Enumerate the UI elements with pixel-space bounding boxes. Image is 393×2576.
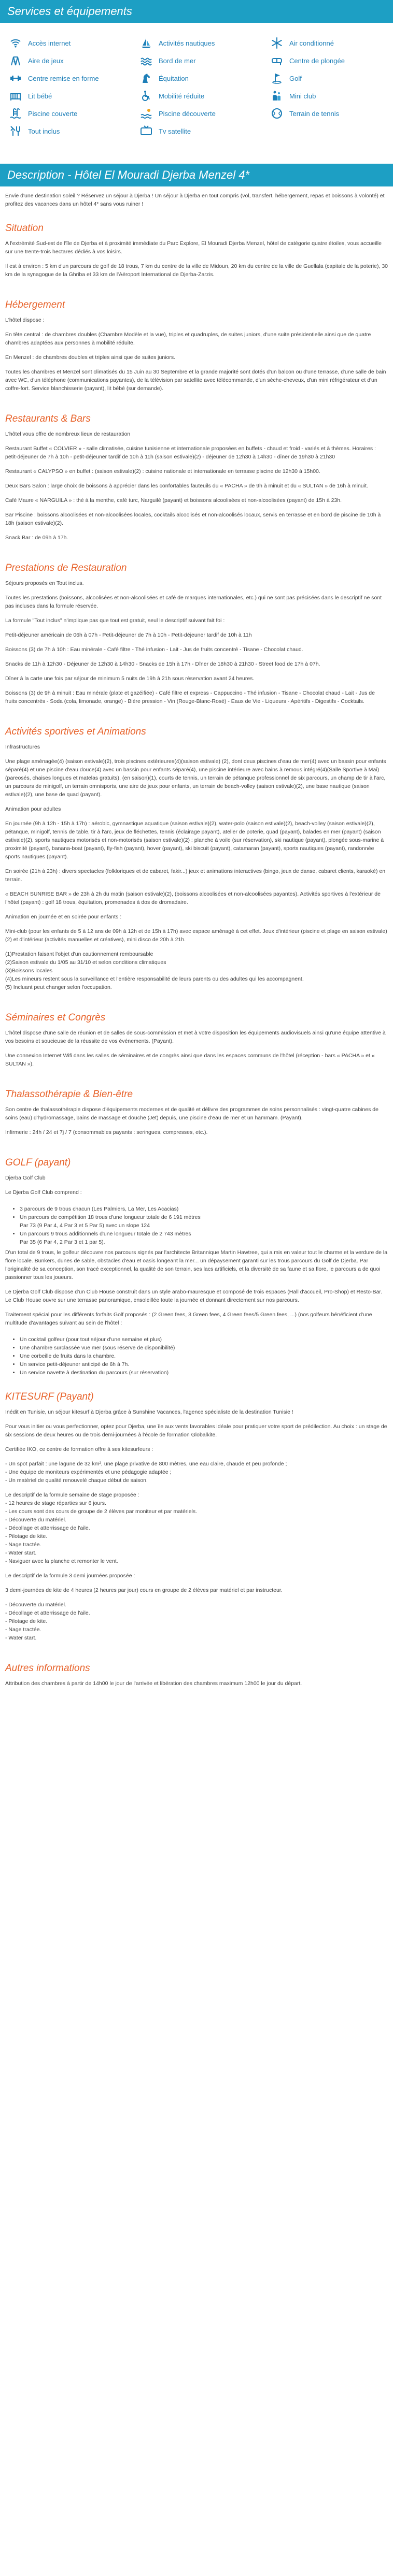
spacer bbox=[5, 1304, 388, 1311]
paragraph: En tête central : de chambres doubles (Chambre Modèle et la vue), triples et quadruples, de suites juniors, d'une suite présidentielle ainsi que de quatre chambres adaptées aux personnes à mobilité réduite. bbox=[5, 332, 371, 346]
paragraph: Infirmerie : 24h / 24 et 7j / 7 (consommables payants : seringues, compresses, etc.). bbox=[5, 1129, 208, 1135]
paragraph: Deux Bars Salon : large choix de boissons à apprécier dans les confortables fauteuils du « PACHA » de 9h à minuit et du « SULTAN » de 16h à minuit. bbox=[5, 483, 368, 489]
amenity-item bbox=[0, 69, 131, 87]
paragraph: Il est à environ : 5 km d'un parcours de golf de 18 trous, 7 km du centre de la ville de Midoun, 20 km du centre de la ville de Guellala (capitale de la poterie), 30 km de la synagogue de la Ghriba et 33 km de l'Aéroport International de Djerba-Zarzis. bbox=[5, 263, 388, 278]
spacer bbox=[5, 490, 388, 496]
amenity-label: Bord de mer bbox=[159, 56, 196, 65]
paragraph: Djerba Golf Club bbox=[5, 1175, 46, 1181]
paragraph: En journée (9h à 12h - 15h à 17h) : aérobic, gymnastique aquatique (saison estivale)(2), water-polo (saison estivale)(2), beach-volley (saison estivale)(2), pétanque, minigolf, tennis de table, tir à l'arc, jeux de fléchettes, tennis (éclairage payant), atelier de poterie, quad (payant), balades en mer (payant) (saison estivale)(2), sports nautiques motorisés et non-motorisés (saison estivale)(2) : planche à voile (sur réservation), ski nautique (payant), plongée sous-marine à proximité (payant), banana-boat (payant), fly-fish (payant), hover (payant), ski biscuit (payant), catamaran (payant), sports nautiques (payant), randonnée sports nautiques (payant). bbox=[5, 821, 384, 860]
spacer bbox=[5, 921, 388, 927]
paragraph: Snacks de 11h à 12h30 - Déjeuner de 12h30 à 14h30 - Snacks de 15h à 17h - Dîner de 18h30 à 21h30 - Street food de 17h à 07h. bbox=[5, 661, 320, 667]
paragraph: Son centre de thalassothérapie dispose d'équipements modernes et de qualité et délivre des programmes de soins personnalisés : vingt-quatre cabines de soins (eau) d'hydromassage, bains de massage et douche (Jet) depuis, une piscine d'eau de mer et un hammam. (Payant). bbox=[5, 1106, 378, 1121]
spacer bbox=[5, 1454, 388, 1460]
section-title: Autres informations bbox=[5, 1663, 90, 1674]
golf-icon bbox=[271, 72, 283, 84]
spacer bbox=[5, 461, 388, 467]
section-title: Séminaires et Congrès bbox=[5, 1012, 106, 1023]
paragraph: En soirée (21h à 23h) : divers spectacles (folkloriques et de cabaret, fakir...) jeux et animations interactives (bingo, jeux de danse, cabaret clients, karaoké) en terrain. bbox=[5, 868, 386, 883]
spacer bbox=[5, 625, 388, 631]
wheelchair-icon bbox=[140, 90, 152, 102]
amenities-grid bbox=[0, 23, 393, 149]
amenity-label: Aire de jeux bbox=[28, 56, 64, 65]
paragraph: Toutes les chambres et Menzel sont climatisés du 15 Juin au 30 Septembre et la grande majorité sont dotés d'un balcon ou d'une terrasse, d'une salle de bain avec WC, d'un téléphone (communications payantes), de la télévision par satellite avec télécommande, d'un sèche-cheveux, d'un mini réfrigérateur et d'un coffre-fort. Service blanchisserie (payant), lit bébé (sur demande). bbox=[5, 369, 386, 392]
spacer bbox=[5, 683, 388, 689]
section-title: Thalassothérapie & Bien-être bbox=[5, 1089, 133, 1100]
section-title: Hébergement bbox=[5, 299, 65, 310]
amenity-label: Piscine couverte bbox=[28, 109, 78, 118]
paragraph: Snack Bar : de 09h à 17h. bbox=[5, 535, 68, 541]
description-body bbox=[0, 186, 393, 1704]
amenity-label: Piscine découverte bbox=[159, 109, 216, 118]
paragraph: Restaurant « CALYPSO » en buffet : (saison estivale)(2) : cuisine nationale et internationale en terrasse piscine de 12h30 à 15h00. bbox=[5, 468, 320, 474]
spacer bbox=[5, 799, 388, 805]
list-item: • 3 parcours de 9 trous chacun (Les Palmiers, La Mer, Les Acacias) bbox=[20, 1205, 388, 1213]
spacer bbox=[5, 324, 388, 330]
tennis-icon bbox=[271, 107, 283, 120]
amenity-item bbox=[261, 34, 393, 52]
spacer bbox=[5, 256, 388, 262]
amenity-label: Mini club bbox=[289, 92, 316, 100]
kids-icon bbox=[271, 90, 283, 102]
spacer bbox=[5, 1068, 388, 1074]
spacer bbox=[5, 1197, 388, 1203]
amenity-item bbox=[0, 52, 131, 69]
waves-icon bbox=[140, 54, 152, 67]
spacer bbox=[5, 1485, 388, 1491]
amenity-item bbox=[131, 105, 261, 122]
paragraph: L'hôtel vous offre de nombreux lieux de restauration bbox=[5, 431, 131, 437]
paragraph: Le Djerba Golf Club dispose d'un Club House construit dans un style arabo-mauresque et composé de trois espaces (Hall d'accueil, Pro-Shop) et Resto-Bar. Le Club House ouvre sur une terrasse panoramique, ensoleillée toute la journée et donnant directement sur nos parcours. bbox=[5, 1289, 383, 1303]
spacer bbox=[5, 279, 388, 285]
section-title: Situation bbox=[5, 223, 44, 234]
paragraph: Restaurant Buffet « COLVIER » - salle climatisée, cuisine tunisienne et internationale proposées en buffets - chaud et froid - variés et à thèmes. Horaires : petit-déjeuner de 7h à 10h - petit-déjeuner tardif de 10h à 11h (saison estivale)(2) - déjeuner de 12h30 à 14h30 - dîner de 19h30 à 21h30 bbox=[5, 445, 376, 460]
spacer bbox=[5, 991, 388, 998]
amenities-list bbox=[0, 34, 393, 140]
spacer bbox=[5, 1136, 388, 1143]
spacer bbox=[5, 1327, 388, 1333]
paragraph: (1)Prestation faisant l'objet d'un cautionnement remboursable (2)Saison estivale du 1/05 au 31/10 et selon conditions climatiques (3)Boissons locales (4)Les mineurs restent sous la surveillance et l'entière responsabilité de leurs parents ou des adultes qui les accompagnent. (5) Incluant peut changer selon l'occupation. bbox=[5, 951, 304, 990]
paragraph: D'un total de 9 trous, le golfeur découvre nos parcours signés par l'architecte Britannique Martin Hawtree, qui a mis en valeur tout le charme et la verdure de la flore locale. Bunkers, dunes de sable, obstacles d'eau et oasis longeant la mer... un dépaysement garanti sur les trous parcours du Golf de Djerba. Par l'originalité de sa conception, son tracé exceptionnel, la qualité de son terrain, ses lacs artificiels, et la diversité de sa faune et sa flore, le parcours a de quoi passionner tous les joueurs. bbox=[5, 1249, 388, 1280]
paragraph: Infrastructures bbox=[5, 744, 40, 750]
paragraph: Le Djerba Golf Club comprend : bbox=[5, 1189, 82, 1196]
paragraph: - Découverte du matériel. - Décollage et atterrissage de l'aile. - Pilotage de kite. - Nage tractée. - Water start. bbox=[5, 1602, 90, 1641]
amenity-label: Tout inclus bbox=[28, 127, 60, 135]
amenity-item bbox=[261, 87, 393, 105]
paragraph: Le descriptif de la formule semaine de stage proposée : - 12 heures de stage réparties sur 6 jours. - Les cours sont des cours de groupe de 2 élèves par moniteur et par matériels. - Découverte du matériel. - Décollage et atterrissage de l'aile. - Pilotage de kite. - Nage tractée. - Water start. - Naviguer avec la planche et remonter le vent. bbox=[5, 1492, 198, 1564]
amenity-label: Activités nautiques bbox=[159, 39, 215, 47]
amenity-item bbox=[261, 69, 393, 87]
wifi-icon bbox=[9, 37, 22, 49]
paragraph: Traitement spécial pour les différents forfaits Golf proposés : (2 Green fees, 3 Green fees, 4 Green fees/5 Green fees, ...) (nos golfeurs bénéficient d'une multitude d'avantages suivant au sein de l'hôtel : bbox=[5, 1312, 372, 1326]
paragraph: A l'extrémité Sud-est de l'île de Djerba et à proximité immédiate du Parc Explore, El Mouradi Djerba Menzel, hôtel de catégorie quatre étoiles, vous accueille sur une trente-trois hectares dédiés à vos loisirs. bbox=[5, 240, 382, 255]
paragraph: Toutes les prestations (boissons, alcoolisées et non-alcoolisées et café de marques internationales, etc.) qui ne sont pas précisées dans le descriptif ne sont pas incluses dans la formule réservée. bbox=[5, 595, 382, 609]
spacer bbox=[5, 527, 388, 534]
description-title: Description - Hôtel El Mouradi Djerba Menzel 4* bbox=[7, 168, 250, 181]
paragraph: Pour vous initier ou vous perfectionner, optez pour Djerba, une île aux vents favorables idéale pour pratiquer votre sport de prédilection. Au choix : un stage de six sessions de deux heures ou de trois demi-journées à l'école de formation Globalkite. bbox=[5, 1423, 387, 1438]
spacer bbox=[5, 476, 388, 482]
paragraph: « BEACH SUNRISE BAR » de 23h à 2h du matin (saison estivale)(2), (boissons alcoolisées et non-alcoolisées payantes). Activités sportives à l'extérieur de l'hôtel (payant) : golf 18 trous, équitation, promenades à dos de dromadaire. bbox=[5, 891, 381, 905]
spacer bbox=[5, 1594, 388, 1601]
paragraph: - Un spot parfait : une lagune de 32 km², une plage privative de 800 mètres, une eau claire, chaude et peu profonde ; - Une équipe de moniteurs expérimentés et une pédagogie adaptée ; - Un matériel de qualité renouvelé chaque début de saison. bbox=[5, 1461, 287, 1484]
amenity-label: Centre de plongée bbox=[289, 56, 345, 65]
paragraph: Café Maure « NARGUILA » : thé à la menthe, café turc, Narguilé (payant) et boissons alcoolisées et non-alcoolisées (payant) de 15h à 23h. bbox=[5, 497, 342, 503]
section-title: Activités sportives et Animations bbox=[5, 726, 146, 737]
horse-icon bbox=[140, 72, 152, 84]
paragraph: Animation en journée et en soirée pour enfants : bbox=[5, 914, 122, 920]
paragraph: Certifiée IKO, ce centre de formation offre à ses kitesurfeurs : bbox=[5, 1446, 153, 1452]
amenity-item bbox=[0, 122, 131, 140]
amenity-label: Golf bbox=[289, 74, 302, 82]
spacer bbox=[5, 1122, 388, 1128]
paragraph: 3 demi-journées de kite de 4 heures (2 heures par jour) cours en groupe de 2 élèves par matériel et par instructeur. bbox=[5, 1587, 283, 1593]
paragraph: Le descriptif de la formule 3 demi journées proposée : bbox=[5, 1573, 135, 1579]
paragraph: Séjours proposés en Tout inclus. bbox=[5, 580, 84, 586]
description-header bbox=[0, 164, 393, 186]
spacer bbox=[5, 1182, 388, 1188]
outdoor-pool-icon bbox=[140, 107, 152, 120]
spacer bbox=[5, 813, 388, 819]
amenity-label: Mobilité réduite bbox=[159, 92, 205, 100]
spacer bbox=[5, 906, 388, 913]
amenity-item bbox=[131, 52, 261, 69]
dumbbell-icon bbox=[9, 72, 22, 84]
sailboat-icon bbox=[140, 37, 152, 49]
amenity-item bbox=[131, 87, 261, 105]
paragraph: Mini-club (pour les enfants de 5 à 12 ans de 09h à 12h et de 15h à 17h) avec espace aménagé à cet effet. Jeux d'intérieur (piscine et plage en saison estivale)(2) et d'intérieur (activités manuelles et créatives), mini disco de 20h à 21h. bbox=[5, 928, 387, 943]
spacer bbox=[5, 1045, 388, 1052]
paragraph: Boissons (3) de 9h à minuit : Eau minérale (plate et gazéifiée) - Café filtre et express - Cappuccino - Thé infusion - Tisane - Chocolat chaud - Lait - Jus de fruits concentrés - Soda (cola, limonade, orange) - Bière pression - Vin (Rouge-Blanc-Rosé) - Eaux de Vie - Liqueurs - Apéritifs - Digestifs - Cocktails. bbox=[5, 690, 375, 704]
amenity-item bbox=[131, 69, 261, 87]
spacer bbox=[5, 610, 388, 616]
section-title: Prestations de Restauration bbox=[5, 563, 127, 573]
tv-icon bbox=[140, 125, 152, 137]
spacer bbox=[5, 542, 388, 548]
paragraph: Une plage aménagée(4) (saison estivale)(2), trois piscines extérieures(4)(saison estivale) (2), dont deux piscines d'eau de mer(4) avec un bassin pour enfants séparé(4) et une piscine d'eau douce(4) avec un bassin pour enfants séparé(4), une piscine intérieure avec bains à remous intégré(4)(Salle Sportive à Mai)(pareosés, chaises longues et matelas gratuits), (en saison)(1), courts de tennis, un terrain de pétanque professionnel de six parcours, un champ de tir à l'arc, un parcours de minigolf, un terrain omnisports, une aire de jeux pour enfants, un terrain de beach-volley (saison estivale)(2), une base nautique (saison estivale)(2), une base de quad (payant). bbox=[5, 758, 386, 798]
list-item: • Un parcours de compétition 18 trous d'une longueur totale de 6 191 mètres Par 73 (9 Par 4, 4 Par 3 et 5 Par 5) avec un slope 124 bbox=[20, 1213, 388, 1230]
paragraph: La formule "Tout inclus" n'implique pas que tout est gratuit, seul le descriptif suivant fait foi : bbox=[5, 617, 225, 624]
section-title: Restaurants & Bars bbox=[5, 413, 91, 424]
playground-icon bbox=[9, 54, 22, 67]
bullet-list bbox=[5, 1205, 388, 1246]
list-item: • Un cocktail golfeur (pour tout séjour d'une semaine et plus) bbox=[20, 1335, 388, 1344]
amenity-item bbox=[0, 105, 131, 122]
paragraph: Une connexion Internet Wifi dans les salles de séminaires et de congrès ainsi que dans les espaces communs de l'hôtel (réception - bars « PACHA » et « SULTAN »). bbox=[5, 1053, 375, 1067]
services-title: Services et équipements bbox=[7, 5, 132, 18]
diving-icon bbox=[271, 54, 283, 67]
spacer bbox=[5, 861, 388, 867]
section-title: GOLF (payant) bbox=[5, 1157, 71, 1168]
amenity-item bbox=[261, 105, 393, 122]
amenity-item bbox=[261, 52, 393, 69]
spacer bbox=[5, 347, 388, 353]
paragraph: En Menzel : de chambres doubles et triples ainsi que de suites juniors. bbox=[5, 354, 176, 361]
amenity-item bbox=[131, 34, 261, 52]
description-intro: Envie d'une destination soleil ? Réservez un séjour à Djerba ! Un séjour à Djerba en tout compris (vol, transfert, hébergement, repas et boissons à volonté) et profitez des vacances dans un hôtel 4* sans vous ruiner ! bbox=[5, 193, 385, 207]
amenity-item bbox=[131, 122, 261, 140]
spacer bbox=[5, 587, 388, 594]
spacer bbox=[5, 505, 388, 511]
list-item: • Un service petit-déjeuner anticipé de 6h à 7h. bbox=[20, 1360, 388, 1369]
paragraph: Boissons (3) de 7h à 10h : Eau minérale - Café filtre - Thé infusion - Lait - Jus de fruits concentré - Tisane - Chocolat chaud. bbox=[5, 646, 303, 653]
paragraph: Petit-déjeuner américain de 06h à 07h - Petit-déjeuner de 7h à 10h - Petit-déjeuner tardif de 10h à 11h bbox=[5, 632, 252, 638]
spacer bbox=[5, 1565, 388, 1572]
spacer bbox=[5, 751, 388, 757]
spacer bbox=[5, 706, 388, 712]
amenity-label: Terrain de tennis bbox=[289, 109, 340, 118]
paragraph: Bar Piscine : boissons alcoolisées et non-alcoolisées locales, cocktails alcoolisés et non-alcoolisés locaux, servis en terrasse et en bord de piscine de 10h à 18h (saison estivale)(2). bbox=[5, 512, 381, 526]
spacer bbox=[5, 1688, 388, 1694]
spacer bbox=[5, 1642, 388, 1648]
spacer bbox=[5, 362, 388, 368]
amenity-item bbox=[0, 87, 131, 105]
bullet-list bbox=[5, 1335, 388, 1377]
all-inclusive-icon bbox=[9, 125, 22, 137]
spacer bbox=[5, 654, 388, 660]
baby-bed-icon bbox=[9, 90, 22, 102]
spacer bbox=[5, 668, 388, 674]
amenity-label: Air conditionné bbox=[289, 39, 334, 47]
list-item: • Un parcours 9 trous additionnels d'une longueur totale de 2 743 mètres Par 35 (6 Par 4, 2 Par 3 et 1 par 5). bbox=[20, 1230, 388, 1246]
spacer bbox=[5, 884, 388, 890]
section-title: KITESURF (Payant) bbox=[5, 1391, 94, 1402]
pool-icon bbox=[9, 107, 22, 120]
paragraph: Inédit en Tunisie, un séjour kitesurf à Djerba grâce à Sunshine Vacances, l'agence spécialiste de la destination Tunisie ! bbox=[5, 1409, 293, 1415]
spacer bbox=[5, 1580, 388, 1586]
list-item: • Une chambre surclassée vue mer (sous réserve de disponibilité) bbox=[20, 1344, 388, 1352]
spacer bbox=[5, 438, 388, 444]
snowflake-icon bbox=[271, 37, 283, 49]
amenity-label: Équitation bbox=[159, 74, 189, 82]
amenity-label: Lit bébé bbox=[28, 92, 52, 100]
paragraph: L'hôtel dispose : bbox=[5, 317, 45, 323]
paragraph: Animation pour adultes bbox=[5, 806, 61, 812]
spacer bbox=[5, 393, 388, 399]
spacer bbox=[5, 1439, 388, 1445]
paragraph: Dîner à la carte une fois par séjour de minimum 5 nuits de 19h à 21h sous réservation avant 24 heures. bbox=[5, 675, 255, 682]
amenity-item bbox=[0, 34, 131, 52]
spacer bbox=[5, 1282, 388, 1288]
spacer bbox=[5, 944, 388, 950]
services-header bbox=[0, 0, 393, 23]
spacer bbox=[5, 1416, 388, 1422]
list-item: • Un service navette à destination du parcours (sur réservation) bbox=[20, 1369, 388, 1377]
amenity-label: Tv satellite bbox=[159, 127, 191, 135]
paragraph: L'hôtel dispose d'une salle de réunion et de salles de sous-commission et met à votre disposition les équipements audiovisuels ainsi qu'une équipe attentive à vos besoins et soucieuse de la réussite de vos événements. (Payant). bbox=[5, 1030, 386, 1044]
list-item: • Une corbeille de fruits dans la chambre. bbox=[20, 1352, 388, 1360]
paragraph: Attribution des chambres à partir de 14h00 le jour de l'arrivée et libération des chambres maximum 12h00 le jour du départ. bbox=[5, 1680, 302, 1687]
spacer bbox=[5, 639, 388, 645]
amenity-label: Accès internet bbox=[28, 39, 71, 47]
amenity-label: Centre remise en forme bbox=[28, 74, 99, 82]
